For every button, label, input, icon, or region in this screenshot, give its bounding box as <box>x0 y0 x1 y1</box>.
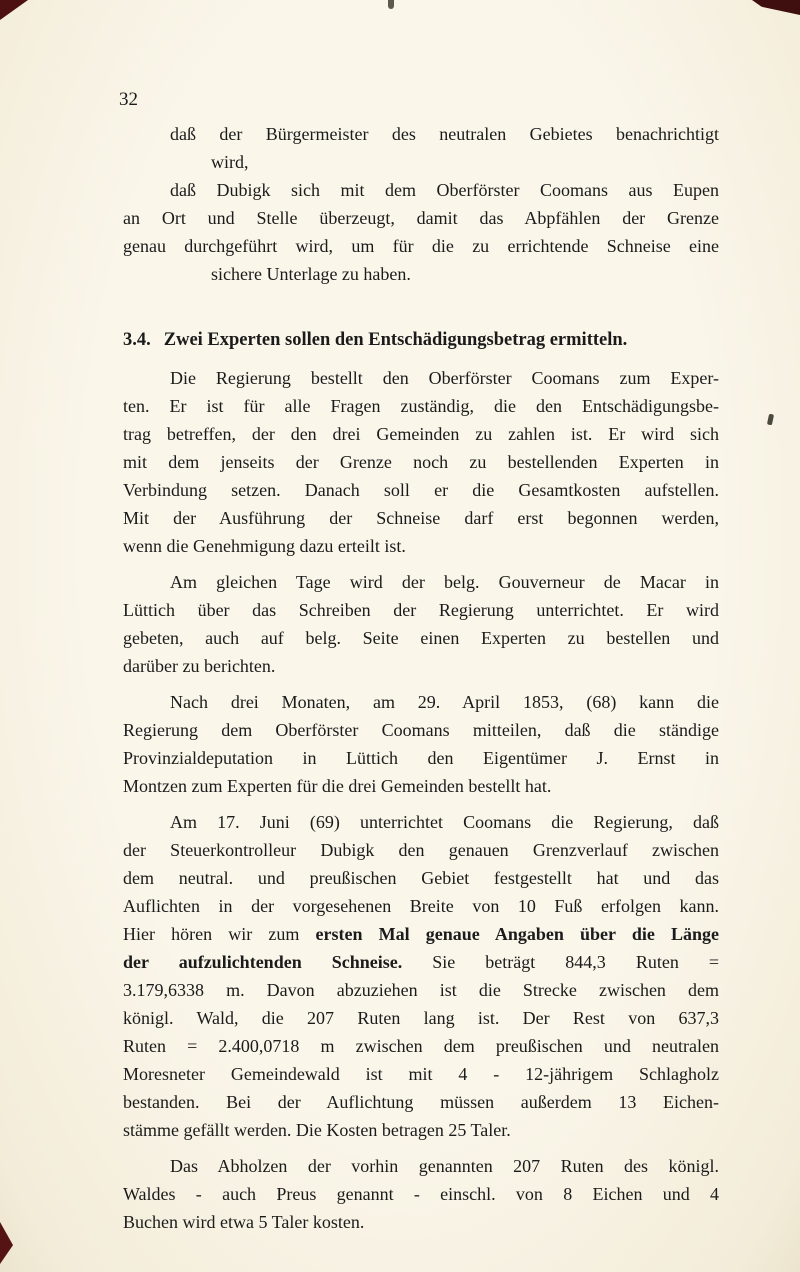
text-segment: Nach drei Monaten, am 29. April 1853, (68) kann die <box>170 692 719 712</box>
text-segment: Verbindung setzen. Danach soll er die Gesamtkosten aufstellen. <box>123 480 719 500</box>
intro-hanging-paragraph <box>123 120 719 288</box>
text-line <box>123 624 719 652</box>
text-line <box>123 1116 719 1144</box>
page-number: 32 <box>119 89 138 110</box>
section-number: 3.4. <box>123 330 151 350</box>
text-line <box>123 864 719 892</box>
paragraph-2 <box>123 568 719 680</box>
text-line <box>123 568 719 596</box>
text-line <box>123 920 719 948</box>
text-segment: an Ort und Stelle überzeugt, damit das Abpfählen der Grenze <box>123 208 719 228</box>
text-line <box>123 836 719 864</box>
text-segment: bestanden. Bei der Auflichtung müssen außerdem 13 Eichen- <box>123 1092 719 1112</box>
text-segment: Ruten = 2.400,0718 m zwischen dem preußischen und neutralen <box>123 1036 719 1056</box>
text-segment: der Steuerkontrolleur Dubigk den genauen Grenzverlauf zwischen <box>123 840 719 860</box>
text-line <box>123 716 719 744</box>
text-segment: Lüttich über das Schreiben der Regierung unterrichtet. Er wird <box>123 600 719 620</box>
text-segment: Regierung dem Oberförster Coomans mitteilen, daß die ständige <box>123 720 719 740</box>
text-segment: 3.179,6338 m. Davon abzuziehen ist die Strecke zwischen dem <box>123 980 719 1000</box>
text-segment: dem neutral. und preußischen Gebiet festgestellt hat und das <box>123 868 719 888</box>
text-line <box>123 476 719 504</box>
text-segment: Montzen zum Experten für die drei Gemeinden bestellt hat. <box>123 776 552 796</box>
text-segment: gebeten, auch auf belg. Seite einen Experten zu bestellen und <box>123 628 719 648</box>
text-segment: wenn die Genehmigung dazu erteilt ist. <box>123 536 406 556</box>
text-line <box>123 204 719 232</box>
text-segment: stämme gefällt werden. Die Kosten betragen 25 Taler. <box>123 1120 511 1140</box>
text-line <box>123 504 719 532</box>
text-line <box>123 688 719 716</box>
text-block <box>119 86 719 1236</box>
text-line <box>123 364 719 392</box>
text-segment: Am gleichen Tage wird der belg. Gouverneur de Macar in <box>170 572 719 592</box>
text-segment: Mit der Ausführung der Schneise darf erst begonnen werden, <box>123 508 719 528</box>
bold-text-segment: ersten Mal genaue Angaben über die Länge <box>315 924 719 944</box>
text-line <box>123 392 719 420</box>
scan-speck-top <box>388 0 394 9</box>
scan-speck-right <box>767 414 774 426</box>
text-line <box>123 120 719 148</box>
paragraph-5 <box>123 1152 719 1236</box>
text-segment: genau durchgeführt wird, um für die zu errichtende Schneise eine <box>123 236 719 256</box>
text-segment: Am 17. Juni (69) unterrichtet Coomans die Regierung, daß <box>170 812 719 832</box>
text-segment: Das Abholzen der vorhin genannten 207 Ruten des königl. <box>170 1156 719 1176</box>
text-line <box>123 744 719 772</box>
text-segment: ten. Er ist für alle Fragen zuständig, die den Entschädigungsbe- <box>123 396 719 416</box>
text-segment: sichere Unterlage zu haben. <box>211 264 411 284</box>
text-line <box>123 1088 719 1116</box>
text-segment: trag betreffen, der den drei Gemeinden zu zahlen ist. Er wird sich <box>123 424 719 444</box>
scan-artifact-corner-bottom-left <box>0 1222 13 1264</box>
text-line <box>123 808 719 836</box>
text-line <box>123 596 719 624</box>
text-line <box>123 260 719 288</box>
text-segment: Auflichten in der vorgesehenen Breite von 10 Fuß erfolgen kann. <box>123 896 719 916</box>
text-segment: Hier hören wir zum <box>123 924 316 944</box>
text-line <box>123 1032 719 1060</box>
bold-text-segment: der aufzulichtenden Schneise. <box>123 952 403 972</box>
text-segment: Die Regierung bestellt den Oberförster Coomans zum Exper- <box>170 368 719 388</box>
text-line <box>123 1152 719 1180</box>
text-segment: darüber zu berichten. <box>123 656 276 676</box>
text-segment: Sie beträgt 844,3 Ruten = <box>402 952 719 972</box>
text-segment: Moresneter Gemeindewald ist mit 4 - 12-jährigem Schlagholz <box>123 1064 719 1084</box>
text-line <box>123 148 719 176</box>
text-line <box>123 532 719 560</box>
text-line <box>123 1208 719 1236</box>
text-line <box>123 652 719 680</box>
text-line <box>123 1180 719 1208</box>
paragraph-1 <box>123 364 719 560</box>
text-line <box>123 976 719 1004</box>
paragraph-4 <box>123 808 719 1144</box>
text-line <box>123 1004 719 1032</box>
text-line <box>123 1060 719 1088</box>
text-segment: daß der Bürgermeister des neutralen Gebietes benachrichtigt <box>170 124 719 144</box>
paragraph-3 <box>123 688 719 800</box>
text-segment: mit dem jenseits der Grenze noch zu bestellenden Experten in <box>123 452 719 472</box>
text-line <box>123 892 719 920</box>
text-segment: wird, <box>211 152 249 172</box>
text-segment: Buchen wird etwa 5 Taler kosten. <box>123 1212 365 1232</box>
section-heading <box>123 326 719 354</box>
text-segment: daß Dubigk sich mit dem Oberförster Coomans aus Eupen <box>170 180 719 200</box>
text-segment: Provinzialdeputation in Lüttich den Eigentümer J. Ernst in <box>123 748 719 768</box>
text-segment: königl. Wald, die 207 Ruten lang ist. Der Rest von 637,3 <box>123 1008 719 1028</box>
text-segment: Waldes - auch Preus genannt - einschl. von 8 Eichen und 4 <box>123 1184 719 1204</box>
text-line <box>123 176 719 204</box>
scan-artifact-corner-top-right <box>752 0 800 15</box>
section-title: Zwei Experten sollen den Entschädigungsbetrag ermitteln. <box>163 330 628 350</box>
text-line <box>123 448 719 476</box>
text-line <box>123 772 719 800</box>
text-line <box>123 948 719 976</box>
scan-artifact-corner-top-left <box>0 0 28 20</box>
text-line <box>123 232 719 260</box>
text-line <box>123 420 719 448</box>
